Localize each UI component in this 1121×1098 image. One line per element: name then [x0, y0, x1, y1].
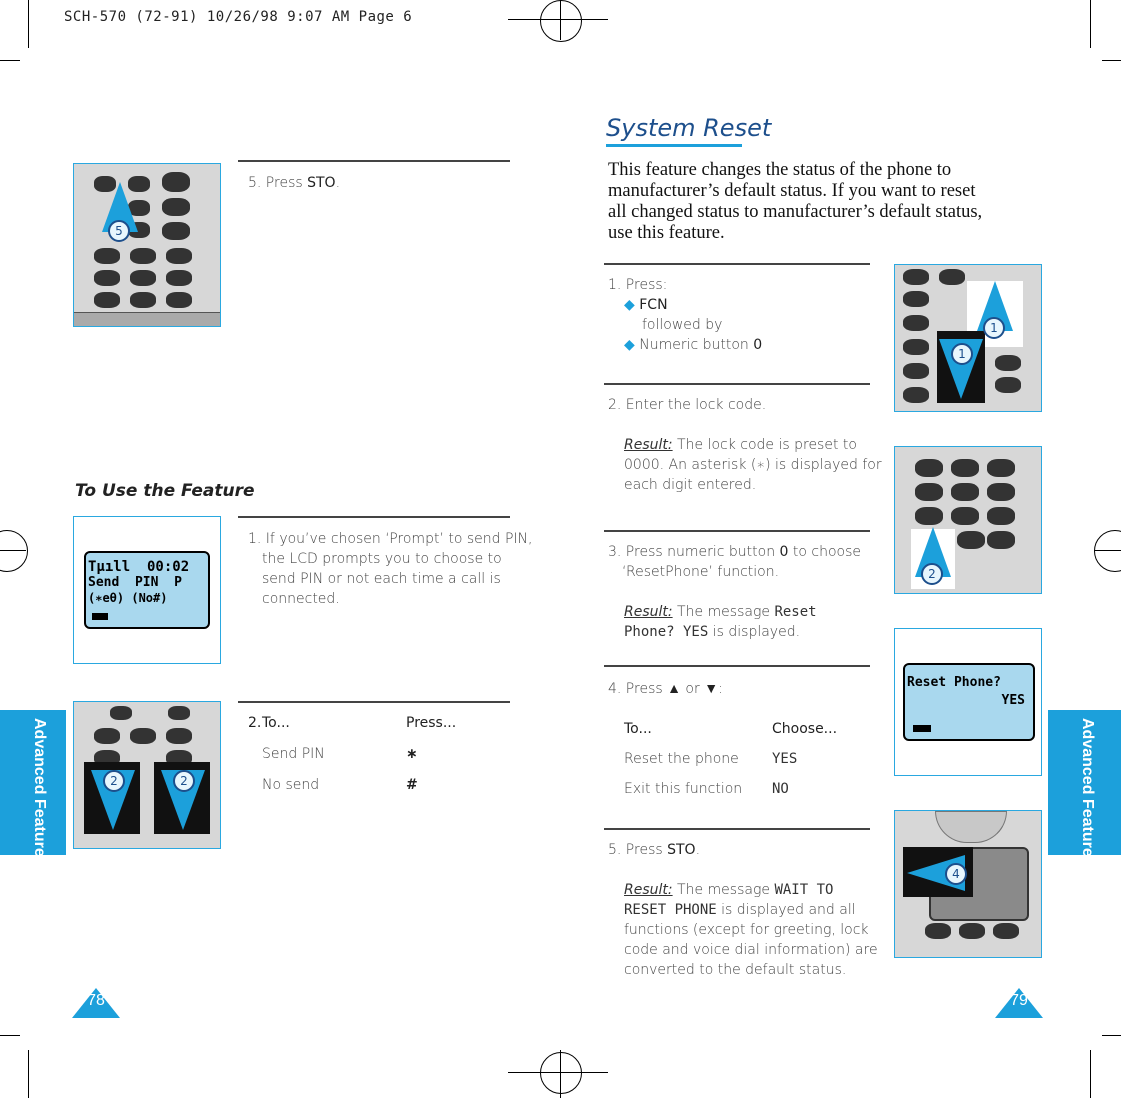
lcd-line: YES	[1001, 693, 1025, 708]
step-1-numeric: ◆ Numeric button 0	[624, 337, 763, 353]
step-1-text: 1. If you’ve chosen ‘Prompt’ to send PIN, the LCD prompts you to choose to send PIN or not each time a call is connected.	[248, 531, 533, 607]
side-tab-advanced-features	[0, 710, 66, 866]
step-4-text: 4. Press ▲ or ▼:	[608, 681, 723, 697]
page-number-marker	[995, 988, 1043, 1018]
step-2-result: Result: The lock code is preset to 0000. An asterisk (∗) is displayed for each digit entered.	[624, 437, 882, 493]
crop-mark	[0, 550, 26, 551]
option-send-pin: Send PIN	[262, 746, 325, 762]
step-2-label: 2. Enter the lock code.	[608, 397, 767, 413]
step-3-text: 3. Press numeric button 0 to choose ‘ResetPhone’ function.	[608, 544, 862, 580]
step-2-number: 2.	[248, 715, 262, 731]
step-1-fcn: ◆ FCN	[624, 297, 668, 313]
step-3-result: Result: The message Reset Phone? YES is displayed.	[624, 604, 817, 640]
page-title: System Reset	[606, 114, 772, 142]
crop-mark	[0, 60, 20, 61]
phone-keypad-image	[894, 446, 1042, 594]
arrow-down-icon: ▼	[704, 681, 719, 697]
phone-keypad-image	[73, 163, 221, 327]
lcd-screen	[84, 551, 210, 629]
lcd-line: Reset Phone?	[907, 675, 1001, 690]
crop-mark	[1095, 550, 1121, 551]
side-tab-label: Advanced Features	[1079, 718, 1096, 866]
lcd-line: Send PIN P	[88, 575, 182, 590]
crop-mark	[560, 1050, 561, 1098]
page-number: 78	[87, 992, 105, 1009]
divider	[238, 160, 510, 162]
lcd-line: (∗eθ) (No#)	[88, 591, 168, 605]
registration-mark-icon	[540, 1052, 582, 1094]
step-badge: 2	[103, 770, 125, 792]
crop-mark	[28, 0, 29, 48]
registration-mark-icon	[0, 530, 28, 572]
value-no: NO	[772, 781, 789, 797]
to-header: To...	[262, 715, 290, 731]
side-tab-label: Advanced Features	[31, 718, 48, 866]
to-header: To...	[624, 721, 652, 737]
press-header: Press...	[406, 715, 457, 731]
section-title: To Use the Feature	[75, 481, 255, 501]
registration-mark-icon	[540, 0, 582, 42]
phone-keypad-image	[894, 264, 1042, 412]
divider	[238, 516, 510, 518]
step-5-result: Result: The message WAIT TO RESET PHONE is displayed and all functions (except for greeting, lock code and voice dial information) are converted to the default status.	[624, 882, 878, 978]
divider	[604, 530, 870, 532]
registration-mark-icon	[1094, 530, 1121, 572]
crop-mark	[508, 19, 608, 20]
crop-mark	[0, 1035, 20, 1036]
option-exit: Exit this function	[624, 781, 743, 797]
battery-icon	[913, 725, 931, 732]
lcd-display-image	[894, 628, 1042, 776]
crop-mark	[1090, 0, 1091, 48]
choose-header: Choose...	[772, 721, 838, 737]
pound-key: #	[406, 777, 418, 793]
phone-top-image	[894, 810, 1042, 958]
step-badge: 2	[173, 770, 195, 792]
step-badge: 1	[983, 317, 1005, 339]
diamond-bullet-icon: ◆	[624, 337, 635, 353]
crop-mark	[28, 1050, 29, 1098]
lcd-display-image	[73, 516, 221, 664]
value-yes: YES	[772, 751, 798, 767]
side-tab-advanced-features	[1048, 710, 1121, 866]
star-key-icon: ∗	[406, 746, 418, 762]
lcd-screen	[903, 663, 1035, 741]
intro-paragraph: This feature changes the status of the phone to manufacturer’s default status. If you want to reset all changed status to manufacturer’s default status, use this feature.	[608, 160, 983, 243]
option-no-send: No send	[262, 777, 320, 793]
option-reset: Reset the phone	[624, 751, 739, 767]
crop-mark	[508, 1072, 608, 1073]
divider	[604, 383, 870, 385]
divider	[604, 665, 870, 667]
step-5-text: 5. Press STO.	[248, 175, 341, 191]
page-number: 79	[1010, 992, 1028, 1009]
crop-mark	[1090, 1050, 1091, 1098]
divider	[604, 263, 870, 265]
phone-keypad-image	[73, 701, 221, 849]
title-underline	[606, 144, 742, 147]
step-badge: 5	[108, 220, 130, 242]
divider	[604, 828, 870, 830]
step-badge: 2	[921, 563, 943, 585]
print-header: SCH-570 (72-91) 10/26/98 9:07 AM Page 6	[64, 9, 413, 25]
crop-mark	[560, 0, 561, 40]
divider	[238, 701, 510, 703]
crop-mark	[1102, 60, 1121, 61]
diamond-bullet-icon: ◆	[624, 297, 635, 313]
crop-mark	[1102, 1035, 1121, 1036]
step-badge: 1	[951, 343, 973, 365]
page-number-marker	[72, 988, 120, 1018]
lcd-line: Tµıll 00:02	[88, 559, 190, 575]
step-5-text: 5. Press STO.	[608, 842, 701, 858]
step-1-followed: followed by	[642, 317, 723, 333]
battery-icon	[92, 613, 108, 620]
step-badge: 4	[945, 863, 967, 885]
step-1-label: 1. Press:	[608, 277, 668, 293]
arrow-up-icon: ▲	[667, 681, 681, 697]
